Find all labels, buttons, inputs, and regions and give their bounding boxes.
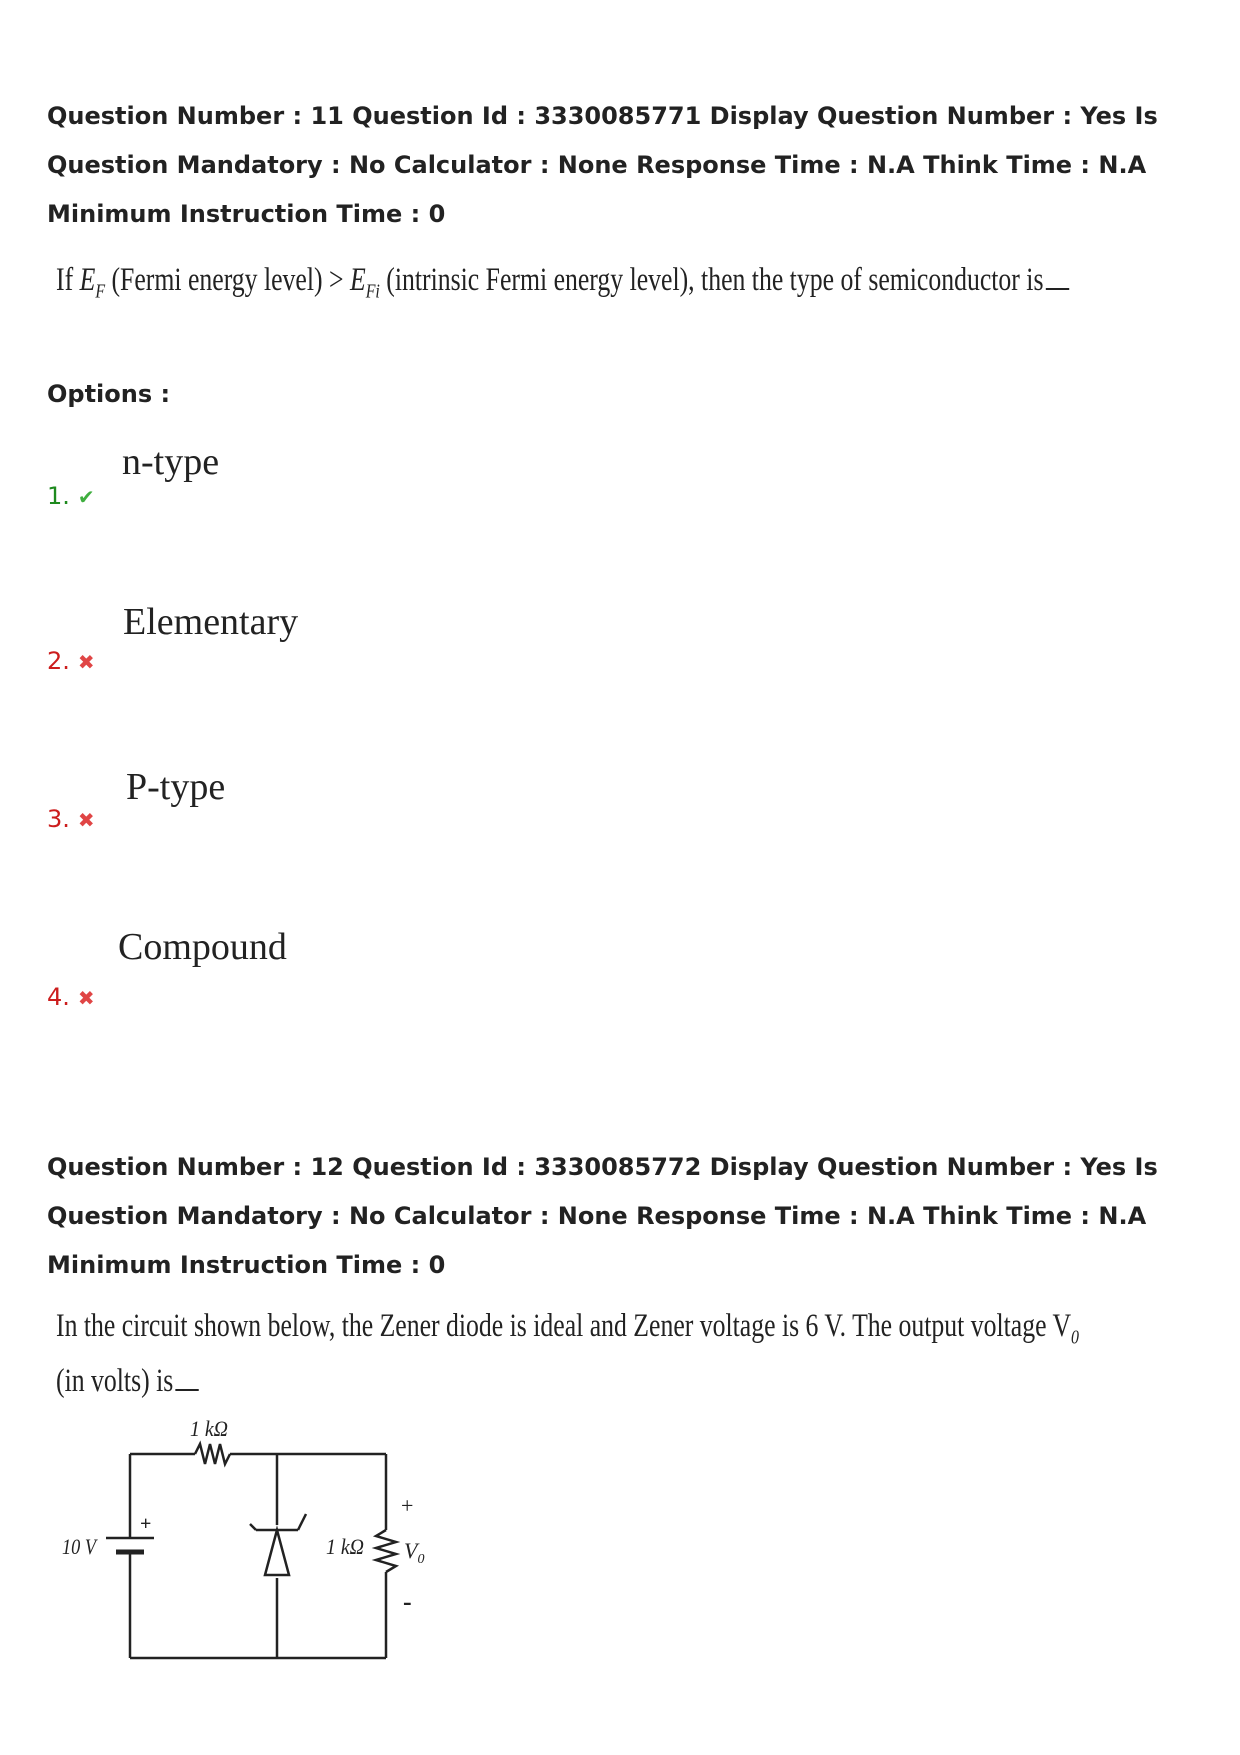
options-label: Options : bbox=[47, 380, 171, 408]
zener-circuit-diagram bbox=[40, 1400, 480, 1680]
q12-meta: Question Number : 12 Question Id : 3330085772 Display Question Number : Yes Is Question Mandatory : No Calculator : None Response Time : N.A Think Time : N.A Minimum Instruction Time : 0 bbox=[47, 1153, 1158, 1279]
option-1-number: 1. bbox=[47, 482, 70, 510]
option-1 bbox=[47, 482, 95, 510]
q11-text-b: (Fermi energy level) > bbox=[105, 262, 350, 298]
answer-blank bbox=[176, 1388, 199, 1391]
q11-meta: Question Number : 11 Question Id : 3330085771 Display Question Number : Yes Is Question Mandatory : No Calculator : None Response Time : N.A Think Time : N.A Minimum Instruction Time : 0 bbox=[47, 102, 1158, 228]
q12-line2-text: (in volts) is bbox=[56, 1363, 174, 1399]
output-voltage-label: $V_0$ bbox=[404, 1538, 425, 1567]
option-3 bbox=[47, 805, 95, 833]
option-3-number: 3. bbox=[47, 805, 70, 833]
q11-efi: E bbox=[349, 262, 366, 298]
q11-question-text bbox=[56, 262, 1069, 304]
top-resistor bbox=[195, 1444, 230, 1464]
source-voltage-label: 10 V bbox=[62, 1534, 99, 1559]
q11-ef-sub: F bbox=[95, 280, 106, 303]
q11-ef: E bbox=[79, 262, 96, 298]
option-4-number: 4. bbox=[47, 983, 70, 1011]
q12-question-line-1 bbox=[56, 1308, 1079, 1350]
option-2-number: 2. bbox=[47, 647, 70, 675]
load-resistor-label: 1 kΩ bbox=[326, 1534, 365, 1559]
top-resistor-label: 1 kΩ bbox=[190, 1416, 229, 1441]
q11-efi-sub: Fi bbox=[365, 280, 380, 303]
cross-icon: ✖ bbox=[77, 986, 95, 1010]
battery-plus-sign: + bbox=[140, 1513, 152, 1535]
option-2 bbox=[47, 647, 95, 675]
option-2-text: Elementary bbox=[123, 601, 299, 643]
cross-icon: ✖ bbox=[77, 650, 95, 674]
q12-question-line-2 bbox=[56, 1363, 199, 1400]
option-1-text: n-type bbox=[122, 441, 220, 483]
q11-text-c: (intrinsic Fermi energy level), then the type of semiconductor is bbox=[379, 262, 1044, 298]
option-3-text: P-type bbox=[126, 766, 226, 808]
check-icon: ✔ bbox=[77, 485, 95, 509]
option-4 bbox=[47, 983, 95, 1011]
output-minus-sign: - bbox=[403, 1587, 412, 1616]
option-4-text: Compound bbox=[118, 926, 287, 968]
q12-line1-text: In the circuit shown below, the Zener diode is ideal and Zener voltage is 6 V. The output voltage V bbox=[56, 1308, 1072, 1344]
answer-blank bbox=[1046, 287, 1069, 290]
q12-line1-sub: 0 bbox=[1071, 1326, 1080, 1349]
output-plus-sign: + bbox=[401, 1493, 414, 1518]
cross-icon: ✖ bbox=[77, 808, 95, 832]
q11-text-a: If bbox=[56, 262, 80, 298]
load-resistor bbox=[376, 1530, 396, 1572]
